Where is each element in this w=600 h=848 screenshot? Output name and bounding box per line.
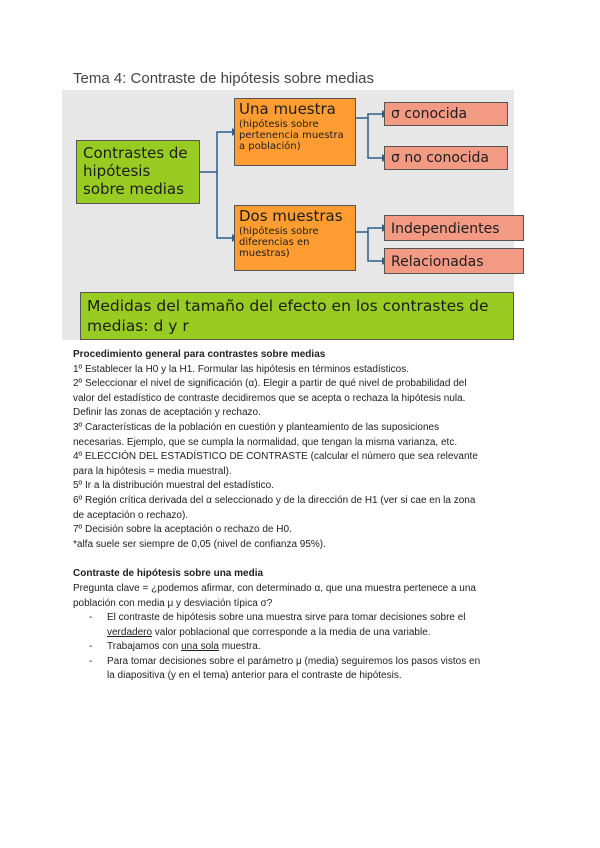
sigma-unknown-box: σ no conocida: [384, 146, 508, 170]
bullet-dash: -: [89, 641, 93, 653]
procedure-line: valor del estadístico de contraste decidiremos que se acepta o rechaza la hipótesis nula.: [73, 392, 466, 404]
procedure-line: para la hipótesis = media muestral).: [73, 465, 232, 477]
main-topic-box: Contrastes de hipótesis sobre medias: [76, 140, 200, 204]
list-item: [73, 611, 528, 640]
bullet-dash: -: [89, 655, 93, 667]
effect-size-box: Medidas del tamaño del efecto en los contrastes de medias: d y r: [80, 292, 514, 340]
question-line: población con media μ y desviación típica σ?: [73, 597, 273, 609]
independent-box: Independientes: [384, 215, 524, 241]
hypothesis-diagram: [62, 90, 514, 340]
procedure-line: 5º Ir a la distribución muestral del estadístico.: [73, 480, 274, 492]
list-item: [73, 655, 528, 684]
document-body: [73, 348, 528, 684]
one-sample-title: Una muestra: [239, 100, 336, 118]
procedure-line: 2º Seleccionar el nivel de significación (α). Elegir a partir de qué nivel de probabilidad del: [73, 378, 467, 390]
procedure-line: 6º Región crítica derivada del α seleccionado y de la dirección de H1 (ver si cae en la zona: [73, 494, 476, 506]
bullet-text: El contraste de hipótesis sobre una muestra sirve para tomar decisiones sobre el: [107, 612, 466, 624]
one-sample-box: [234, 98, 356, 166]
bullet-text: valor poblacional que corresponde a la media de una variable.: [152, 626, 431, 638]
two-samples-box: [234, 205, 356, 271]
bullet-text: Para tomar decisiones sobre el parámetro μ (media) seguiremos los pasos vistos en: [107, 655, 481, 667]
connector-main-to-two-samples: [217, 172, 232, 238]
page-title: Tema 4: Contraste de hipótesis sobre medias: [73, 70, 374, 87]
question-line: Pregunta clave = ¿podemos afirmar, con determinado α, que una muestra pertenece a una: [73, 582, 476, 594]
procedure-line: 4º ELECCIÓN DEL ESTADÍSTICO DE CONTRASTE (calcular el número que sea relevante: [73, 451, 478, 463]
procedure-line: de aceptación o rechazo).: [73, 509, 189, 521]
underlined-text: una sola: [181, 641, 219, 653]
procedure-line: *alfa suele ser siempre de 0,05 (nivel de confianza 95%).: [73, 538, 326, 550]
sigma-known-box: σ conocida: [384, 102, 508, 126]
bullet-text: la diapositiva (y en el tema) anterior para el contraste de hipótesis.: [107, 670, 402, 682]
procedure-line: 1º Establecer la H0 y la H1. Formular las hipótesis en términos estadísticos.: [73, 363, 410, 375]
two-samples-subtitle: (hipótesis sobre diferencias en muestras): [239, 226, 319, 259]
procedure-line: necesarias. Ejemplo, que se cumpla la normalidad, que tengan la misma varianza, etc.: [73, 436, 458, 448]
bullet-dash: -: [89, 612, 93, 624]
section-heading-one-mean: Contraste de hipótesis sobre una media: [73, 568, 264, 580]
related-box: Relacionadas: [384, 248, 524, 274]
connector-two-to-related: [368, 232, 382, 261]
one-sample-subtitle: (hipótesis sobre pertenencia muestra a población): [239, 119, 344, 152]
procedure-line: 3º Características de la población en cuestión y planteamiento de las suposiciones: [73, 421, 440, 433]
list-item: [73, 640, 528, 655]
connector-main-to-one-sample: [200, 132, 232, 172]
connector-one-to-sigma-unknown: [368, 118, 382, 158]
section-gap: [73, 552, 528, 567]
bullet-text: Trabajamos con: [107, 641, 182, 653]
procedure-line: 7º Decisión sobre la aceptación o rechazo de H0.: [73, 524, 292, 536]
connector-one-to-sigma-known: [356, 114, 382, 118]
two-samples-title: Dos muestras: [239, 207, 343, 225]
underlined-text: verdadero: [107, 626, 153, 638]
bullet-list: [73, 611, 528, 684]
bullet-text: muestra.: [218, 641, 261, 653]
connector-two-to-independent: [356, 228, 382, 232]
section-heading-procedure: Procedimiento general para contrastes sobre medias: [73, 349, 326, 360]
procedure-line: Definir las zonas de aceptación y rechazo.: [73, 407, 261, 419]
